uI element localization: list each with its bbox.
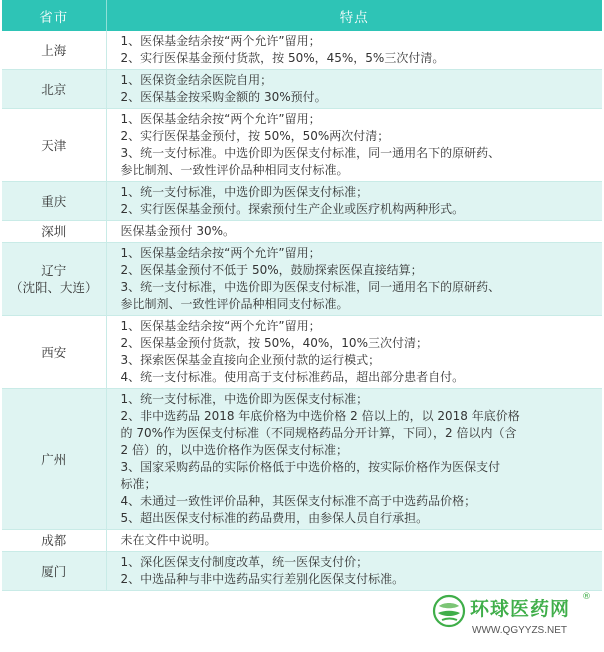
province-name: 成都 xyxy=(41,533,67,548)
province-name: 天津 xyxy=(41,137,67,153)
watermark-url: WWW.QGYYZS.NET xyxy=(472,625,567,636)
features-cell xyxy=(106,70,602,109)
features-cell xyxy=(106,182,602,221)
feature-line: 医保基金预付 30%。 xyxy=(120,224,235,238)
feature-line: 2、非中选药品 2018 年底价格为中选价格 2 倍以上的，以 2018 年底价格 xyxy=(120,409,520,423)
feature-line: 2、医保基金按采购金额的 30%预付。 xyxy=(120,90,327,104)
features-cell xyxy=(106,389,602,530)
feature-line: 5、超出医保支付标准的药品费用，由参保人员自行承担。 xyxy=(120,511,429,525)
site-watermark xyxy=(432,592,600,646)
province-name: （沈阳、大连） xyxy=(9,280,98,295)
feature-line: 2、中选品种与非中选药品实行差别化医保支付标准。 xyxy=(120,572,405,586)
province-cell xyxy=(2,70,106,109)
table-row xyxy=(2,243,602,316)
province-name: 广州 xyxy=(41,451,67,467)
policy-table xyxy=(2,0,602,591)
feature-line: 2、实行医保基金预付货款，按 50%，45%，5%三次付清。 xyxy=(120,51,445,65)
feature-line: 1、医保基金结余按“两个允许”留用； xyxy=(120,34,321,48)
feature-line: 2、实行医保基金预付，按 50%，50%两次付清； xyxy=(120,129,390,143)
table-row xyxy=(2,389,602,530)
province-cell xyxy=(2,31,106,70)
watermark-site-name: 环球医药网 xyxy=(470,598,571,620)
feature-line: 1、医保基金结余按“两个允许”留用； xyxy=(120,246,321,260)
feature-line: 1、医保资金结余医院自用； xyxy=(120,73,273,87)
table-header-row xyxy=(2,0,602,31)
feature-line: 3、探索医保基金直接向企业预付款的运行模式； xyxy=(120,353,381,367)
table-row xyxy=(2,530,602,552)
globe-logo-icon xyxy=(432,594,466,628)
watermark-registered-mark: ® xyxy=(582,592,591,602)
feature-line: 2 倍）的，以中选价格作为医保支付标准； xyxy=(120,443,348,457)
table-row xyxy=(2,70,602,109)
province-cell xyxy=(2,552,106,591)
feature-line: 1、医保基金结余按“两个允许”留用； xyxy=(120,319,321,333)
table-row xyxy=(2,316,602,389)
province-name: 深圳 xyxy=(41,224,67,239)
feature-line: 3、国家采购药品的实际价格低于中选价格的，按实际价格作为医保支付 xyxy=(120,460,501,474)
province-cell xyxy=(2,182,106,221)
features-cell xyxy=(106,530,602,552)
province-cell xyxy=(2,221,106,243)
feature-line: 4、未通过一致性评价品种，其医保支付标准不高于中选药品价格； xyxy=(120,494,477,508)
feature-line: 2、医保基金预付不低于 50%，鼓励探索医保直接结算； xyxy=(120,263,423,277)
features-cell xyxy=(106,316,602,389)
features-cell xyxy=(106,552,602,591)
province-cell xyxy=(2,389,106,530)
province-name: 上海 xyxy=(41,42,67,58)
feature-line: 1、深化医保支付制度改革，统一医保支付价； xyxy=(120,555,369,569)
table-row xyxy=(2,221,602,243)
features-cell xyxy=(106,221,602,243)
province-cell xyxy=(2,109,106,182)
header-province: 省市 xyxy=(2,0,106,31)
feature-line: 的 70%作为医保支付标准（不同规格药品分开计算，下同），2 倍以内（含 xyxy=(120,426,517,440)
province-name: 辽宁 xyxy=(41,263,67,278)
feature-line: 1、医保基金结余按“两个允许”留用； xyxy=(120,112,321,126)
feature-line: 未在文件中说明。 xyxy=(120,533,217,547)
table-row xyxy=(2,182,602,221)
feature-line: 4、统一支付标准。使用高于支付标准药品，超出部分患者自付。 xyxy=(120,370,465,384)
province-cell xyxy=(2,530,106,552)
province-name: 北京 xyxy=(41,81,67,97)
table-row xyxy=(2,552,602,591)
feature-line: 3、统一支付标准。中选价即为医保支付标准，同一通用名下的原研药、 xyxy=(120,146,501,160)
province-name: 重庆 xyxy=(41,193,67,209)
table-row xyxy=(2,109,602,182)
features-cell xyxy=(106,31,602,70)
feature-line: 2、医保基金预付货款，按 50%，40%，10%三次付清； xyxy=(120,336,428,350)
province-cell xyxy=(2,243,106,316)
feature-line: 3、统一支付标准，中选价即为医保支付标准，同一通用名下的原研药、 xyxy=(120,280,501,294)
feature-line: 1、统一支付标准，中选价即为医保支付标准； xyxy=(120,185,369,199)
features-cell xyxy=(106,109,602,182)
province-cell xyxy=(2,316,106,389)
feature-line: 1、统一支付标准，中选价即为医保支付标准； xyxy=(120,392,369,406)
feature-line: 2、实行医保基金预付。探索预付生产企业或医疗机构两种形式。 xyxy=(120,202,465,216)
header-features: 特点 xyxy=(106,0,602,31)
feature-line: 标准； xyxy=(120,477,157,491)
feature-line: 参比制剂、一致性评价品种相同支付标准。 xyxy=(120,297,349,311)
province-name: 厦门 xyxy=(41,563,67,579)
province-name: 西安 xyxy=(41,344,67,360)
features-cell xyxy=(106,243,602,316)
table-row xyxy=(2,31,602,70)
feature-line: 参比制剂、一致性评价品种相同支付标准。 xyxy=(120,163,349,177)
